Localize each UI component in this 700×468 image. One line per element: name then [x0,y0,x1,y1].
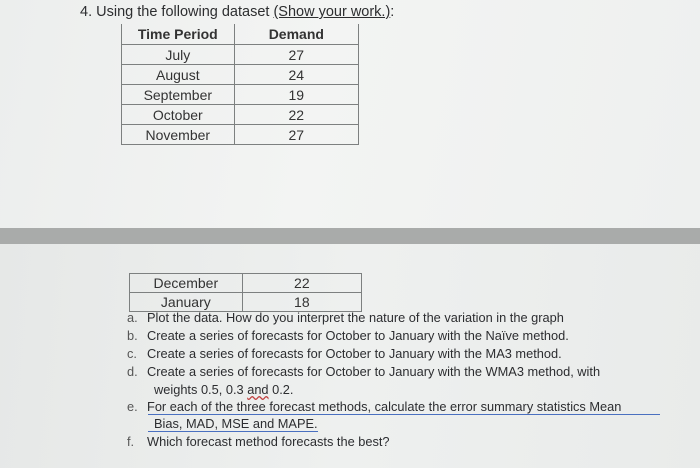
table-row [122,105,359,125]
item-letter: a. [127,310,138,325]
highlight-underline [148,431,318,432]
item-text: 0.2. [268,382,294,397]
item-letter: e. [127,399,138,414]
list-item [127,434,390,449]
highlight-underline [148,414,660,415]
period-cell: July [122,45,235,65]
item-text: Plot the data. How do you interpret the nature of the variation in the graph [147,310,564,325]
item-letter: c. [127,346,137,361]
table-header-row [122,24,359,45]
question-colon: : [390,4,395,20]
item-letter: b. [127,328,138,343]
item-text: Create a series of forecasts for October to January with the WMA3 method, with [147,364,601,379]
table-row [130,293,362,312]
list-item [127,346,562,361]
demand-cell: 18 [242,293,361,312]
demand-cell: 22 [234,105,358,125]
item-letter: d. [127,364,138,379]
demand-cell: 24 [234,65,358,85]
period-cell: December [130,274,243,293]
header-demand: Demand [234,24,358,45]
item-text: Create a series of forecasts for October to January with the MA3 method. [147,346,562,361]
question-number: 4. [80,4,93,20]
list-item [127,328,569,343]
demand-cell: 27 [234,125,358,145]
item-text: Bias, MAD, MSE and MAPE. [154,416,318,431]
item-text: Create a series of forecasts for October to January with the Naïve method. [147,328,569,343]
item-text: Which forecast method forecasts the best? [147,434,390,449]
table-row [122,125,359,145]
list-item [127,310,564,325]
header-time-period: Time Period [122,24,235,45]
period-cell: November [122,125,235,145]
item-text: weights 0.5, 0.3 [154,382,248,397]
table-row [130,274,362,293]
table-row [122,65,359,85]
period-cell: January [130,293,243,312]
demand-table [121,24,359,145]
list-item [127,399,621,414]
table-row [122,85,359,105]
period-cell: August [122,65,235,85]
period-cell: October [122,105,235,125]
list-item [127,364,600,379]
spellcheck-word: and [247,382,269,397]
demand-cell: 27 [234,45,358,65]
item-text: For each of the three forecast methods, calculate the error summary statistics Mean [147,399,622,414]
demand-cell: 22 [242,274,361,293]
demand-table-continued [129,273,362,312]
period-cell: September [122,85,235,105]
page-divider [0,228,700,244]
question-emphasis: (Show your work.) [273,4,391,20]
list-item-continuation [154,416,318,431]
question-heading [80,4,394,20]
demand-cell: 19 [234,85,358,105]
table-row [122,45,359,65]
item-letter: f. [127,434,135,449]
list-item-continuation [154,382,293,397]
question-text: Using the following dataset [96,4,274,20]
